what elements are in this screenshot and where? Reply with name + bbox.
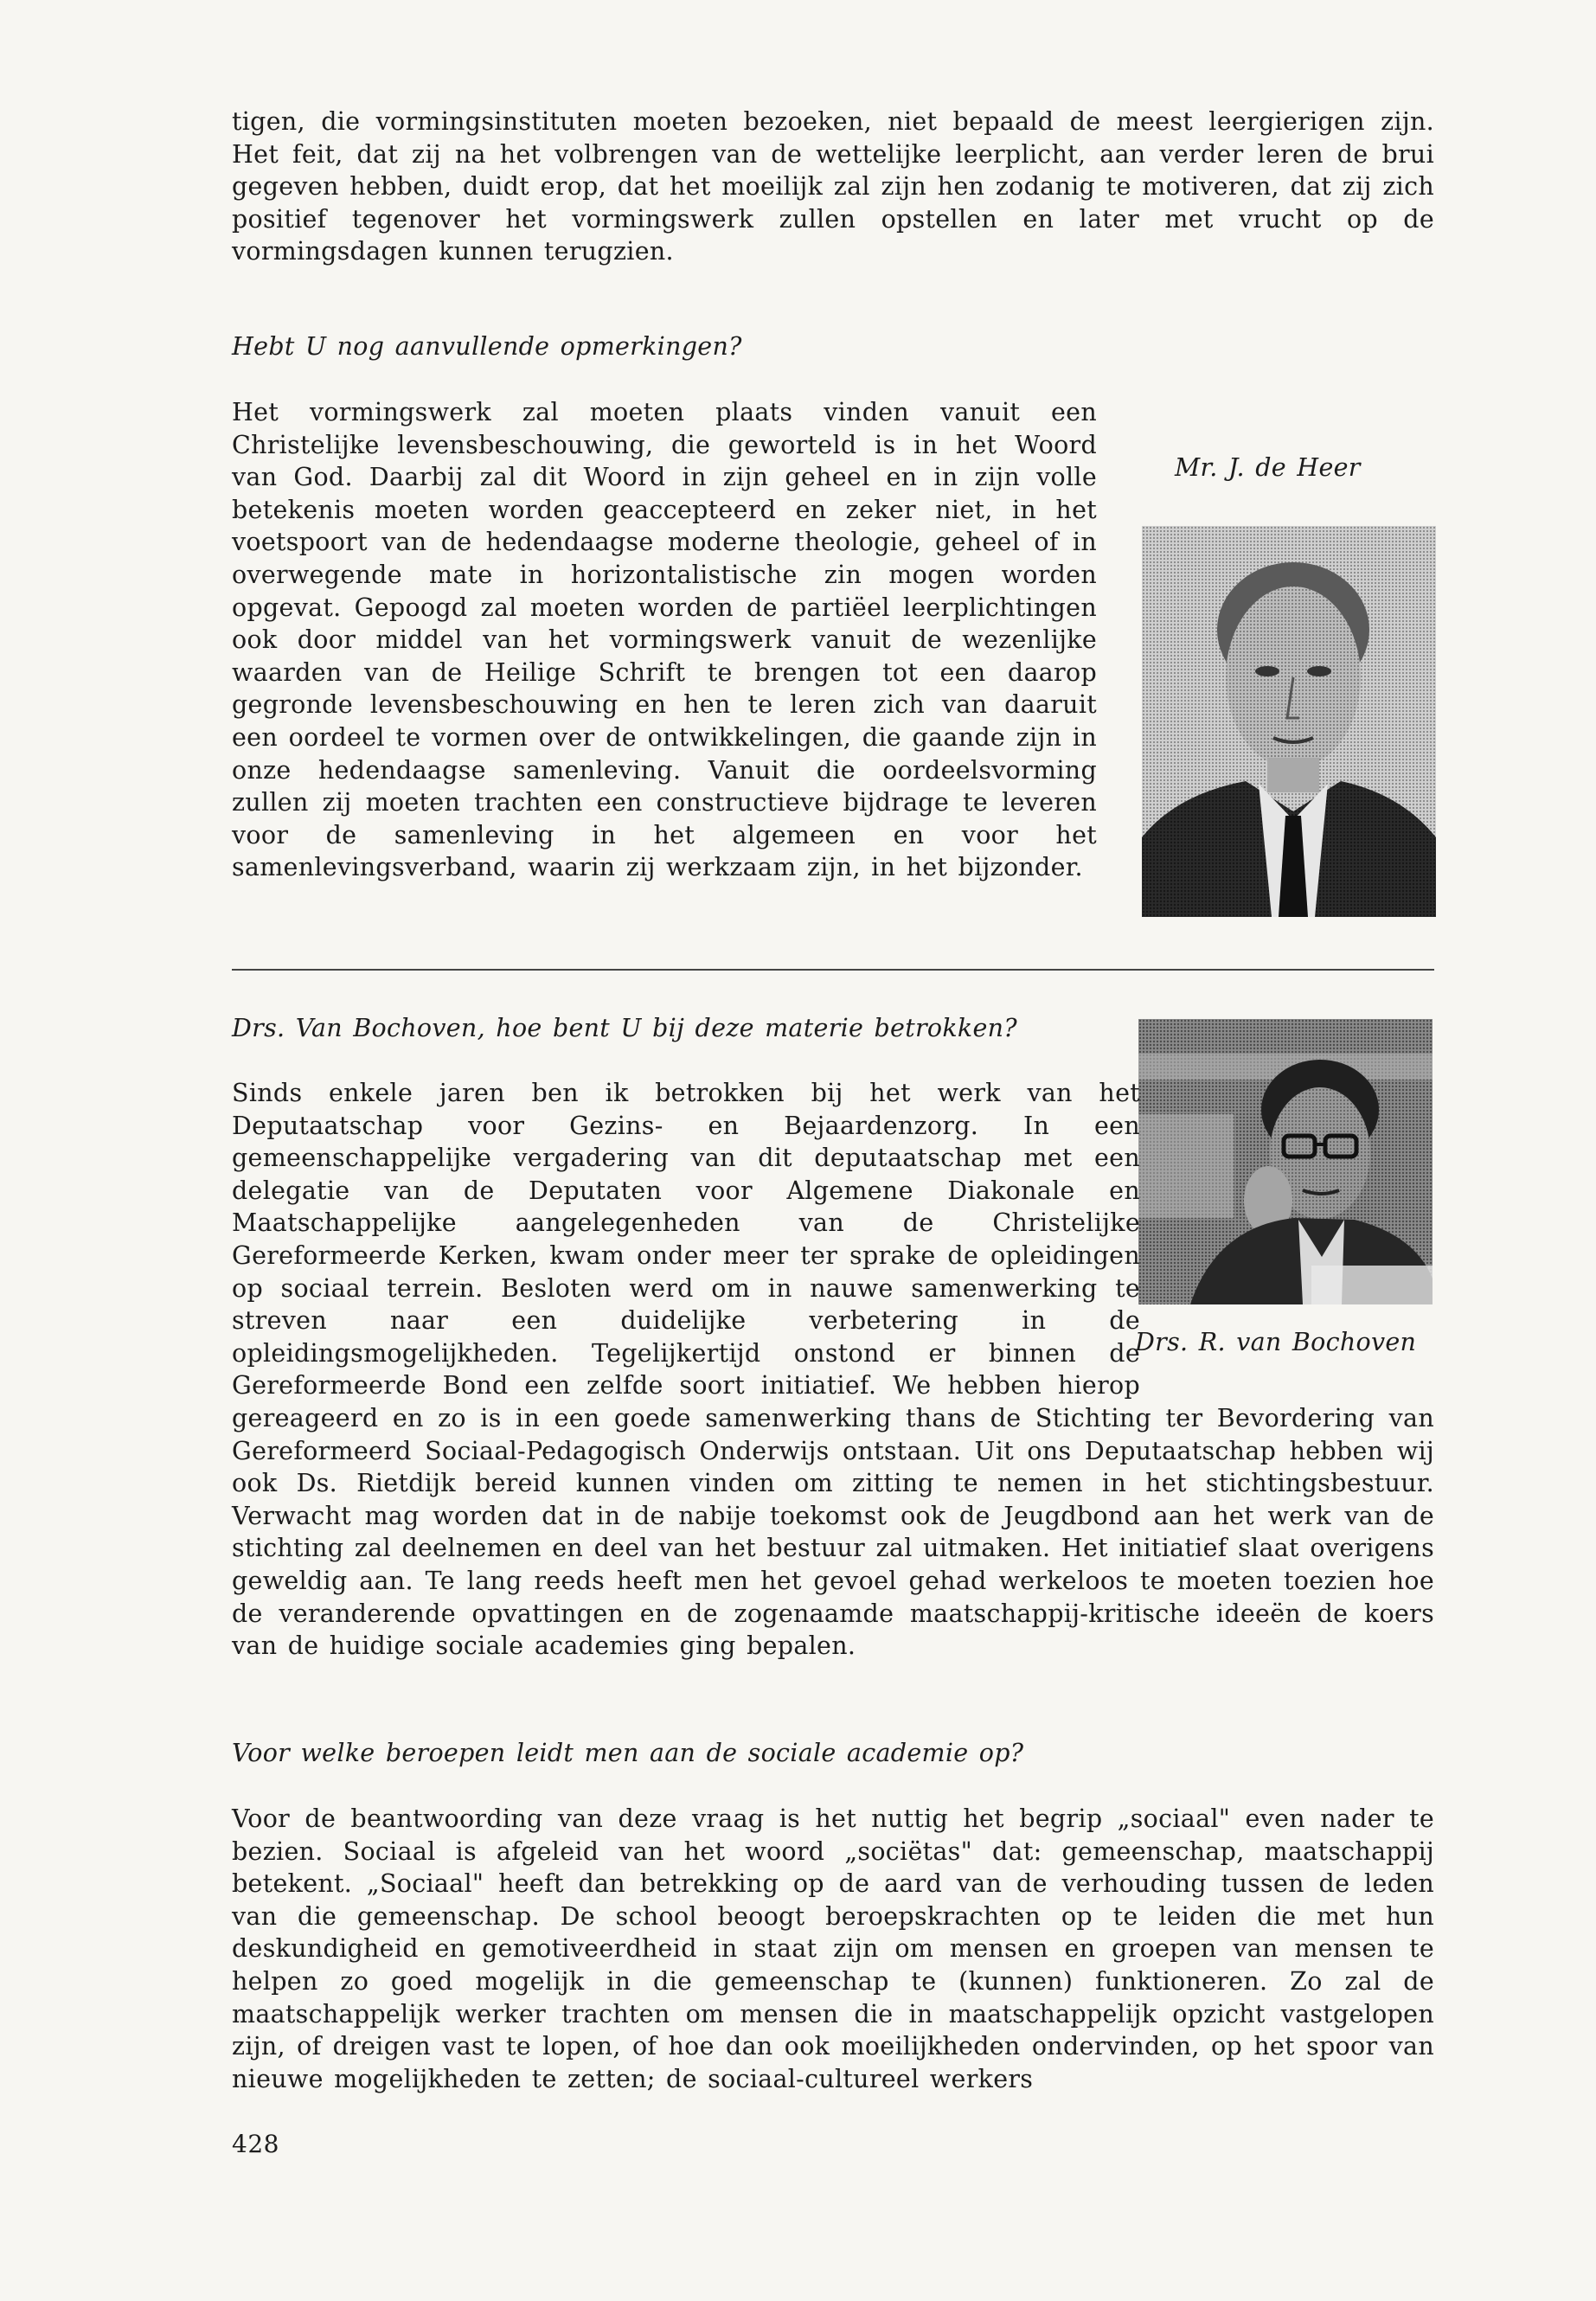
page-number: 428 — [232, 2130, 279, 2158]
question-involvement: Drs. Van Bochoven, hoe bent U bij deze materie betrokken? — [232, 1014, 1017, 1042]
answer-additional-remarks: Het vormingswerk zal moeten plaats vinden vanuit een Christelijke levensbeschouwing, die geworteld is in het Woord van God. Daarbij zal dit Woord in zijn geheel en in zijn volle betekenis moeten worden geaccepteerd en zeker niet, in het voetspoort van de hedendaagse moderne theologie, geheel of in overwegende mate in horizontalistische zin mogen worden opgevat. Gepoogd zal moeten worden de partiëel leerplichtingen ook door middel van het vormingswerk vanuit de wezenlijke waarden van de Heilige Schrift te brengen tot een daarop gegronde levensbeschouwing en hen te leren zich van daaruit een oordeel te vormen over de ontwikkelingen, die gaande zijn in onze hedendaagse samenleving. Vanuit die oordeelsvorming zullen zij moeten trachten een constructieve bijdrage te leveren voor de samenleving in het algemeen en voor het samenlevingsverband, waarin zij werkzaam zijn, in het bijzonder. — [232, 398, 1097, 882]
answer-involvement: Sinds enkele jaren ben ik betrokken bij het werk van het Deputaatschap voor Gezins- en Bejaardenzorg. In een gemeenschappelijke vergadering van dit deputaatschap met een delegatie van de Deputaten voor Algemene Diakonale en Maatschappelijke aangelegenheden van de Christelijke Gereformeerde Kerken, kwam onder meer ter sprake de opleidingen op sociaal terrein. Besloten werd om in nauwe samenwerking te streven naar een duidelijke verbetering in de opleidingsmogelijkheden. Tegelijkertijd onstond er binnen de Gereformeerde Bond een zelfde soort initiatief. We hebben hierop gereageerd en zo is in een goede samenwerking thans de Stichting ter Bevordering van Gereformeerd Sociaal-Pedagogisch Onderwijs ontstaan. Uit ons Deputaatschap hebben wij ook Ds. Rietdijk bereid kunnen vinden om zitting te nemen in het stichtingsbestuur. Verwacht mag worden dat in de nabije toekomst ook de Jeugdbond aan het werk van de stichting zal deelnemen en deel van het bestuur zal uitmaken. Het initiatief slaat overigens geweldig aan. Te lang reeds heeft men het gevoel gehad werkeloos te moeten toezien hoe de veranderende opvattingen en de zogenaamde maatschappij-kritische ideeën de koers van de huidige sociale academies ging bepalen. — [232, 1079, 1434, 1661]
intro-paragraph: tigen, die vormingsinstituten moeten bezoeken, niet bepaald de meest leergierigen zijn. Het feit, dat zij na het volbrengen van de wettelijke leerplicht, aan verder leren de brui gegeven hebben, duidt erop, dat het moeilijk zal zijn hen zodanig te motiveren, dat zij zich positief tegenover het vormingswerk zullen opstellen en later met vrucht op de vormingsdagen kunnen terugzien. — [232, 107, 1434, 266]
question-professions: Voor welke beroepen leidt men aan de sociale academie op? — [232, 1739, 1024, 1767]
photo-caption-de-heer: Mr. J. de Heer — [1175, 453, 1361, 482]
section-divider — [232, 969, 1434, 971]
answer-involvement-block — [232, 1077, 1434, 1663]
portrait-man-suit-icon — [1142, 526, 1436, 917]
question-additional-remarks: Hebt U nog aanvullende opmerkingen? — [232, 332, 742, 361]
portrait-photo-de-heer — [1142, 526, 1436, 917]
photo-caption-van-bochoven: Drs. R. van Bochoven — [1135, 1328, 1417, 1356]
photo-wrap-spacer — [1140, 1077, 1434, 1390]
answer-professions: Voor de beantwoording van deze vraag is het nuttig het begrip „sociaal" even nader te bezien. Sociaal is afgeleid van het woord „sociëtas" dat: gemeenschap, maatschappij betekent. „Sociaal" heeft dan betrekking op de aard van de verhouding tussen de leden van die gemeenschap. De school beoogt beroepskrachten op te leiden die met hun deskundigheid en gemotiveerdheid in staat zijn om mensen en groepen van mensen te helpen zo goed mogelijk in die gemeenschap te (kunnen) funktioneren. Zo zal de maatschappelijk werker trachten om mensen die in maatschappelijk opzicht vastgelopen zijn, of dreigen vast te lopen, of hoe dan ook moeilijkheden ondervinden, op het spoor van nieuwe mogelijkheden te zetten; de sociaal-cultureel werkers — [232, 1804, 1434, 2093]
